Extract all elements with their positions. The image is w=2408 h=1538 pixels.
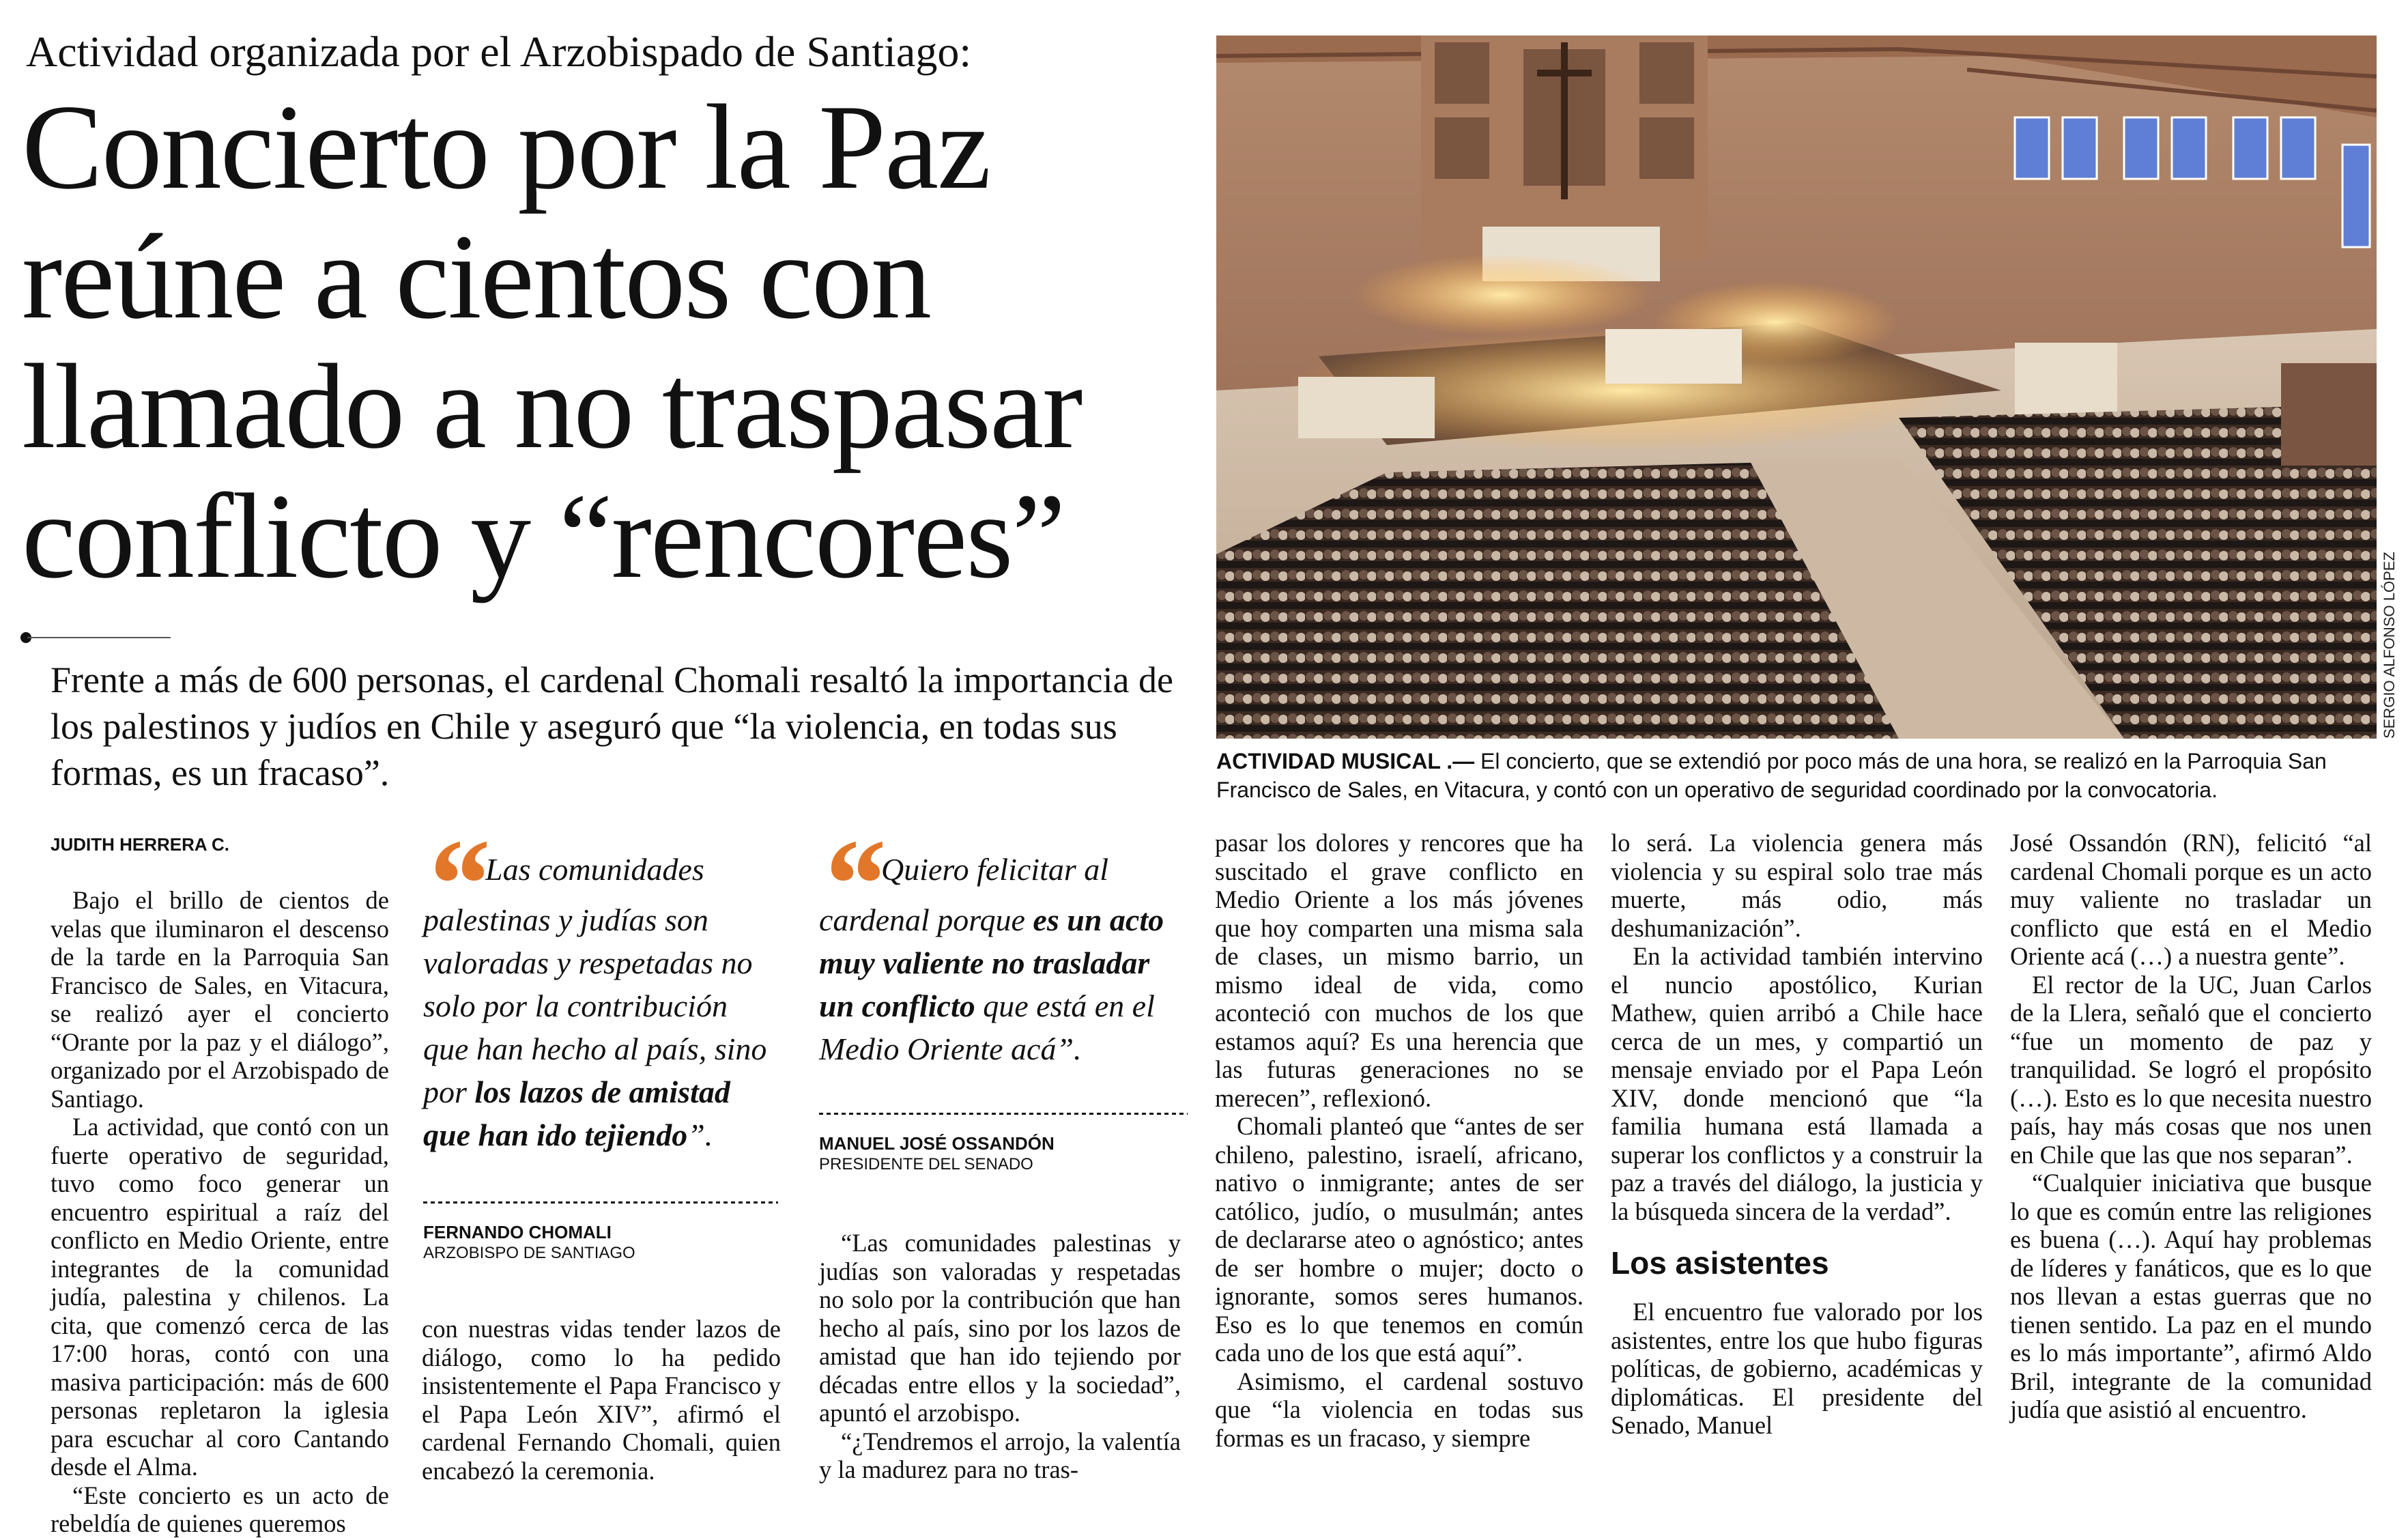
paragraph: El rector de la UC, Juan Carlos de la Llera, señaló que el concierto “fue un momento de paz y tranquilidad. Se logró el propósito (…). Esto es lo que necesita nuestro país, hay más cosas que nos unen en Chile que las que nos separan”.	[2010, 970, 2372, 1169]
quote-emphasis: los lazos de amistad que han ido tejiendo	[423, 1074, 730, 1152]
paragraph: “¿Tendremos el arrojo, la valentía y la madurez para no tras-	[819, 1427, 1181, 1483]
quote-text: Las comunidades palestinas y judías son valoradas y respetadas no solo por la contribución que han hecho al país, sino por	[423, 852, 767, 1109]
quote-mark-icon: “	[819, 813, 869, 956]
quote-author-role: ARZOBISPO DE SANTIAGO	[423, 1244, 635, 1262]
caption-text: El concierto, que se extendió por poco más de una hora, se realizó en la Parroquia San Francisco de Sales, en Vitacura, y contó con un operativo de seguridad coordinado por la convocatoria.	[1216, 749, 2327, 802]
pull-quote-chomali	[423, 813, 778, 1156]
photo-caption	[1216, 747, 2377, 804]
quote-author-role: PRESIDENTE DEL SENADO	[819, 1155, 1033, 1173]
church-concert-illustration	[1216, 35, 2377, 739]
caption-label: ACTIVIDAD MUSICAL .—	[1216, 749, 1475, 773]
article-column-6	[2010, 829, 2372, 1424]
pull-quote-ossandon	[819, 813, 1188, 1070]
article-column-5	[1611, 829, 1983, 1440]
article-column-2	[422, 1315, 781, 1485]
quote-emphasis: es un acto muy valiente no trasladar un conflicto	[819, 902, 1164, 1023]
paragraph: Asimismo, el cardenal sostuvo que “la violencia en todas sus formas es un fracaso, y siempre	[1215, 1367, 1583, 1452]
church-concert-photo	[1216, 35, 2377, 739]
headline: Concierto por la Paz reúne a cientos con llamado a no traspasar conflicto y “rencores”	[22, 79, 1082, 603]
paragraph: con nuestras vidas tender lazos de diálogo, como lo ha pedido insistentemente el Papa Francisco y el Papa León XIV”, afirmó el cardenal Fernando Chomali, quien encabezó la ceremonia.	[422, 1315, 781, 1485]
deck-rule	[27, 637, 171, 638]
paragraph: La actividad, que contó con un fuerte operativo de seguridad, tuvo como foco generar un encuentro espiritual a raíz del conflicto en Medio Oriente, entre integrantes de la comunidad judía, palestina y chilenos. La cita, que comenzó cerca de las 17:00 horas, contó con una masiva participación: más de 600 personas repletaron la iglesia para escuchar al coro Cantando desde el Alma.	[51, 1113, 389, 1481]
deck: Frente a más de 600 personas, el cardenal Chomali resaltó la importancia de los palestinos y judíos en Chile y aseguró que “la violencia, en todas sus formas, es un fracaso”.	[51, 659, 1173, 793]
article-column-1	[51, 886, 389, 1538]
photo-credit: SERGIO ALFONSO LÓPEZ	[2381, 552, 2398, 739]
quote-author-name: MANUEL JOSÉ OSSANDÓN	[819, 1133, 1055, 1154]
quote-text: Quiero felicitar al cardenal porque	[819, 852, 1109, 937]
paragraph: pasar los dolores y rencores que ha suscitado el grave conflicto en Medio Oriente a los más jóvenes que hoy comparten una misma sala de clases, un mismo barrio, un mismo ideal de vida, como aconteció con muchos de los que estamos aquí? Es una herencia que las futuras generaciones no se merecen”, reflexionó.	[1215, 829, 1583, 1112]
paragraph: “Este concierto es un acto de rebeldía de quienes queremos	[51, 1481, 389, 1537]
quote-text-end: que está en el Medio Oriente acá”.	[819, 988, 1155, 1066]
paragraph: En la actividad también intervino el nuncio apostólico, Kurian Mathew, quien arribó a Chile hace cerca de un mes, y compartió un mensaje enviado por el Papa León XIV, donde mencionó que “la familia humana está llamada a superar los conflictos y a construir la paz a través del diálogo, la justicia y la búsqueda sincera de la verdad”.	[1611, 942, 1983, 1225]
article-column-3	[819, 1229, 1181, 1484]
section-subhead: Los asistentes	[1611, 1245, 1829, 1281]
byline: JUDITH HERRERA C.	[51, 834, 229, 855]
quote-divider	[423, 1201, 778, 1204]
quote-divider	[819, 1113, 1188, 1115]
paragraph: lo será. La violencia genera más violencia y su espiral solo trae más muerte, más odio, más deshumanización”.	[1611, 829, 1983, 942]
article-column-4	[1215, 829, 1583, 1452]
quote-text-end: ”.	[687, 1117, 713, 1152]
quote-author-name: FERNANDO CHOMALI	[423, 1222, 612, 1242]
paragraph: José Ossandón (RN), felicitó “al cardenal Chomali porque es un acto muy valiente no trasladar un conflicto que está en el Medio Oriente acá (…) a nuestra gente”.	[2010, 829, 2372, 970]
kicker: Actividad organizada por el Arzobispado de Santiago:	[26, 27, 972, 76]
paragraph: “Las comunidades palestinas y judías son valoradas y respetadas no solo por la contribución que han hecho al país, sino por los lazos de amistad que han ido tejiendo por décadas entre ellos y la sociedad”, apuntó el arzobispo.	[819, 1229, 1181, 1427]
quote-mark-icon: “	[423, 813, 473, 956]
paragraph: “Cualquier iniciativa que busque lo que es común entre las religiones es buena (…). Aquí hay problemas de líderes y fanáticos, que es lo que nos llevan a estas guerras que no tienen sentido. La paz en el mundo es lo más importante”, afirmó Aldo Bril, integrante de la comunidad judía que asistió al encuentro.	[2010, 1169, 2372, 1423]
paragraph: Chomali planteó que “antes de ser chileno, palestino, israelí, africano, nativo o inmigrante; antes de ser católico, judío, o musulmán; antes de declararse ateo o agnóstico; antes de ser hombre o mujer; docto o ignorante, somos seres humanos. Eso es lo que tenemos en común cada uno de los que está aquí”.	[1215, 1112, 1583, 1367]
paragraph: El encuentro fue valorado por los asistentes, entre los que hubo figuras políticas, de gobierno, académicas y diplomáticas. El presidente del Senado, Manuel	[1611, 1298, 1983, 1439]
paragraph: Bajo el brillo de cientos de velas que iluminaron el descenso de la tarde en la Parroquia San Francisco de Sales, en Vitacura, se realizó ayer el concierto “Orante por la paz y el diálogo”, organizado por el Arzobispado de Santiago.	[51, 886, 389, 1113]
